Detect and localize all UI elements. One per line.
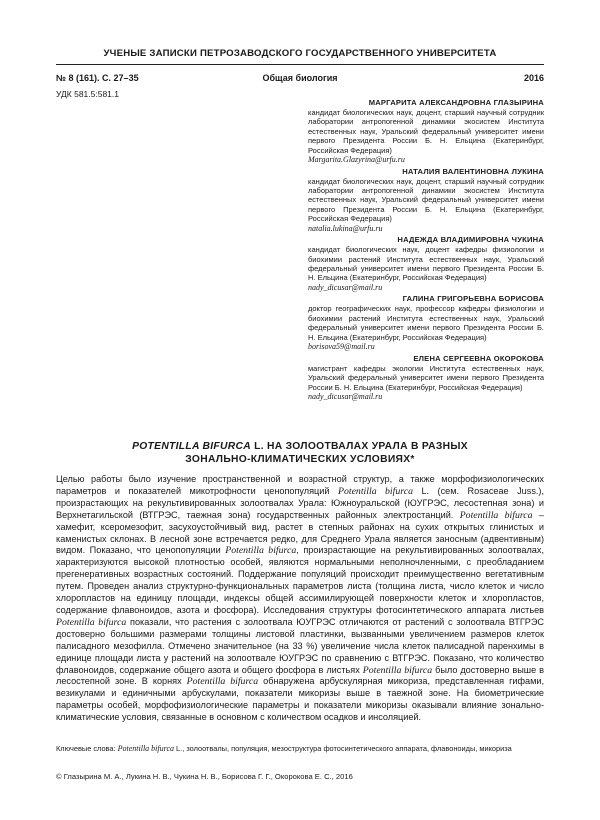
author-name: МАРГАРИТА АЛЕКСАНДРОВНА ГЛАЗЫРИНА — [368, 98, 544, 107]
author-email[interactable]: nady_dicusar@mail.ru — [308, 391, 383, 401]
author-name: ЕЛЕНА СЕРГЕЕВНА ОКОРОКОВА — [413, 353, 544, 363]
author-2 — [308, 167, 544, 234]
author-name: ГАЛИНА ГРИГОРЬЕВНА БОРИСОВА — [402, 294, 544, 304]
title-line1-rest: L. НА ЗОЛООТВАЛАХ УРАЛА В РАЗНЫХ — [250, 441, 468, 452]
author-affiliation: магистрант кафедры экологии Института естественных наук, Уральский федеральный университет имени первого Президента России Б. Н. Ельцина (Екатеринбург, Российская Федерация) — [308, 363, 544, 392]
issue-year: 2016 — [523, 73, 544, 83]
abstract-species: Potentilla bifurca — [225, 545, 297, 557]
section-name: Общая биология — [262, 73, 338, 83]
author-affiliation: доктор географических наук, профессор кафедры физиологии и биохимии растений Института естественных наук, Уральский федеральный университет имени первого Президента России Б. Н. Ельцина (Екатеринбург, Российская Федерация) — [308, 304, 544, 342]
author-affiliation: кандидат биологических наук, доцент, старший научный сотрудник лаборатории антропогенной динамики экосистем Института естественных наук, Уральский федеральный университет имени первого Президента России Б. Н. Ельцина (Екатеринбург, Российская Федерация) — [308, 176, 544, 224]
author-name: НАТАЛИЯ ВАЛЕНТИНОВНА ЛУКИНА — [402, 166, 544, 176]
article-title — [56, 440, 544, 466]
keywords — [56, 744, 544, 754]
abstract-species: Potentilla bifurca — [337, 485, 413, 497]
author-email[interactable]: nady_dicusar@mail.ru — [308, 282, 383, 292]
keywords-list: L., золоотвалы, популяция, мезоструктура фотосинтетического аппарата, флавоноиды, микориза — [174, 744, 512, 753]
abstract-text: показали, что растения с золоотвала ЮУГРЭС отличаются от растений с золоотвала ВТГРЭС достоверно большими размерами толщины листовой пластинки, вызванными увеличением размеров клеток палисадного мезофилла. Отмечено значительное (на 33 %) увеличение числа клеток палисадной паренхимы в единице площади листа у растений на золоотвале ЮУГРЭС по сравнению с ВТГРЭС. Показано, что количество флавоноидов, содержание общего азота и общего фосфора в листьях — [56, 616, 544, 675]
abstract-text: L. (сем. Rosaceae Juss.), произрастающих на рекультивированных золоотвалах Урала: Южноуральской (ЮУГРЭС, лесостепная зона) и Верхнетагильской (ВТГРЭС, таежная зона) государственных районных электростанций. — [56, 485, 544, 520]
author-5 — [308, 354, 544, 402]
issue-meta — [56, 73, 544, 85]
abstract-text: Целью работы было изучение пространственной и возрастной структур, а также морфофизиологических параметров и показателей микотрофности ценопопуляций — [56, 474, 544, 496]
keywords-species: Potentilla bifurca — [117, 744, 174, 753]
abstract-species: Potentilla bifurca — [56, 616, 127, 628]
copyright: © Глазырина М. А., Лукина Н. В., Чукина Н. В., Борисова Г. Г., Окорокова Е. С., 2016 — [56, 772, 353, 781]
title-species: POTENTILLA BIFURCA — [132, 441, 251, 452]
author-affiliation: кандидат биологических наук, доцент, старший научный сотрудник лаборатории антропогенной динамики экосистем Института естественных наук, Уральский федеральный университет имени первого Президента России Б. Н. Ельцина (Екатеринбург, Российская Федерация) — [308, 108, 544, 155]
author-3 — [308, 235, 544, 292]
author-1 — [308, 98, 544, 165]
issue-pages: № 8 (161). С. 27–35 — [56, 73, 139, 83]
abstract-species: Potentilla bifurca — [186, 676, 259, 688]
abstract-text: было достоверно выше в лесостепной зоне. В корнях — [56, 664, 544, 687]
author-email[interactable]: natalia.lukina@urfu.ru — [308, 223, 383, 233]
keywords-label: Ключевые слова: — [56, 744, 118, 753]
author-affiliation: кандидат биологических наук, доцент кафедры физиологии и биохимии растений Института естественных наук, Уральский федеральный университет имени первого Президента России Б. Н. Ельцина (Екатеринбург, Российская Федерация) — [308, 245, 544, 283]
author-4 — [308, 294, 544, 351]
abstract-species: Potentilla bifurca — [362, 664, 433, 676]
abstract — [56, 474, 544, 724]
authors-block — [308, 98, 544, 404]
abstract-text: , произрастающие на рекультивированных золоотвалах, характеризуются высокой плотностью особей, являются нормальными неполночленными, с преобладанием прегенеративных возрастных состояний. Поддержание популяций происходит преимущественно вегетативным путем. Проведен анализ структурно-функциональных параметров листа (толщина листа, число клеток и число хлоропластов на единицу площади, индексы общей ассимилирующей поверхности клеток и хлоропластов, содержание флавоноидов, азота и фосфора). Исследования структуры фотосинтетического аппарата листьев — [56, 545, 544, 615]
title-line2: ЗОНАЛЬНО-КЛИМАТИЧЕСКИХ УСЛОВИЯХ* — [185, 454, 415, 465]
author-email[interactable]: Margarita.Glazyrina@urfu.ru — [308, 155, 405, 165]
journal-title: УЧЕНЫЕ ЗАПИСКИ ПЕТРОЗАВОДСКОГО ГОСУДАРСТВЕННОГО УНИВЕРСИТЕТА — [103, 48, 497, 59]
abstract-text: – хамефит, ксеромезофит, засухоустойчивый вид, растет в степных районах на сухих открытых глинистых и каменистых склонах. В лесной зоне встречается редко, для Среднего Урала является заносным (адвентивным) видом. Показано, что ценопопуляции — [56, 509, 544, 556]
author-name: НАДЕЖДА ВЛАДИМИРОВНА ЧУКИНА — [397, 235, 544, 245]
author-email[interactable]: borisova59@mail.ru — [308, 342, 375, 352]
header-rule — [56, 64, 544, 65]
abstract-text: обнаружена арбускулярная микориза, представленная гифами, везикулами и единичными арбускулами, показатели микоризы выше в таежной зоне. На биометрические параметры особей, морфофизиологические параметры и показатели микоризы оказывали влияние зонально-климатические условия, связанные в основном с количеством осадков и инсоляцией. — [56, 676, 544, 723]
abstract-species: Potentilla bifurca — [459, 509, 533, 521]
udk-code: УДК 581.5:581.1 — [56, 89, 119, 99]
